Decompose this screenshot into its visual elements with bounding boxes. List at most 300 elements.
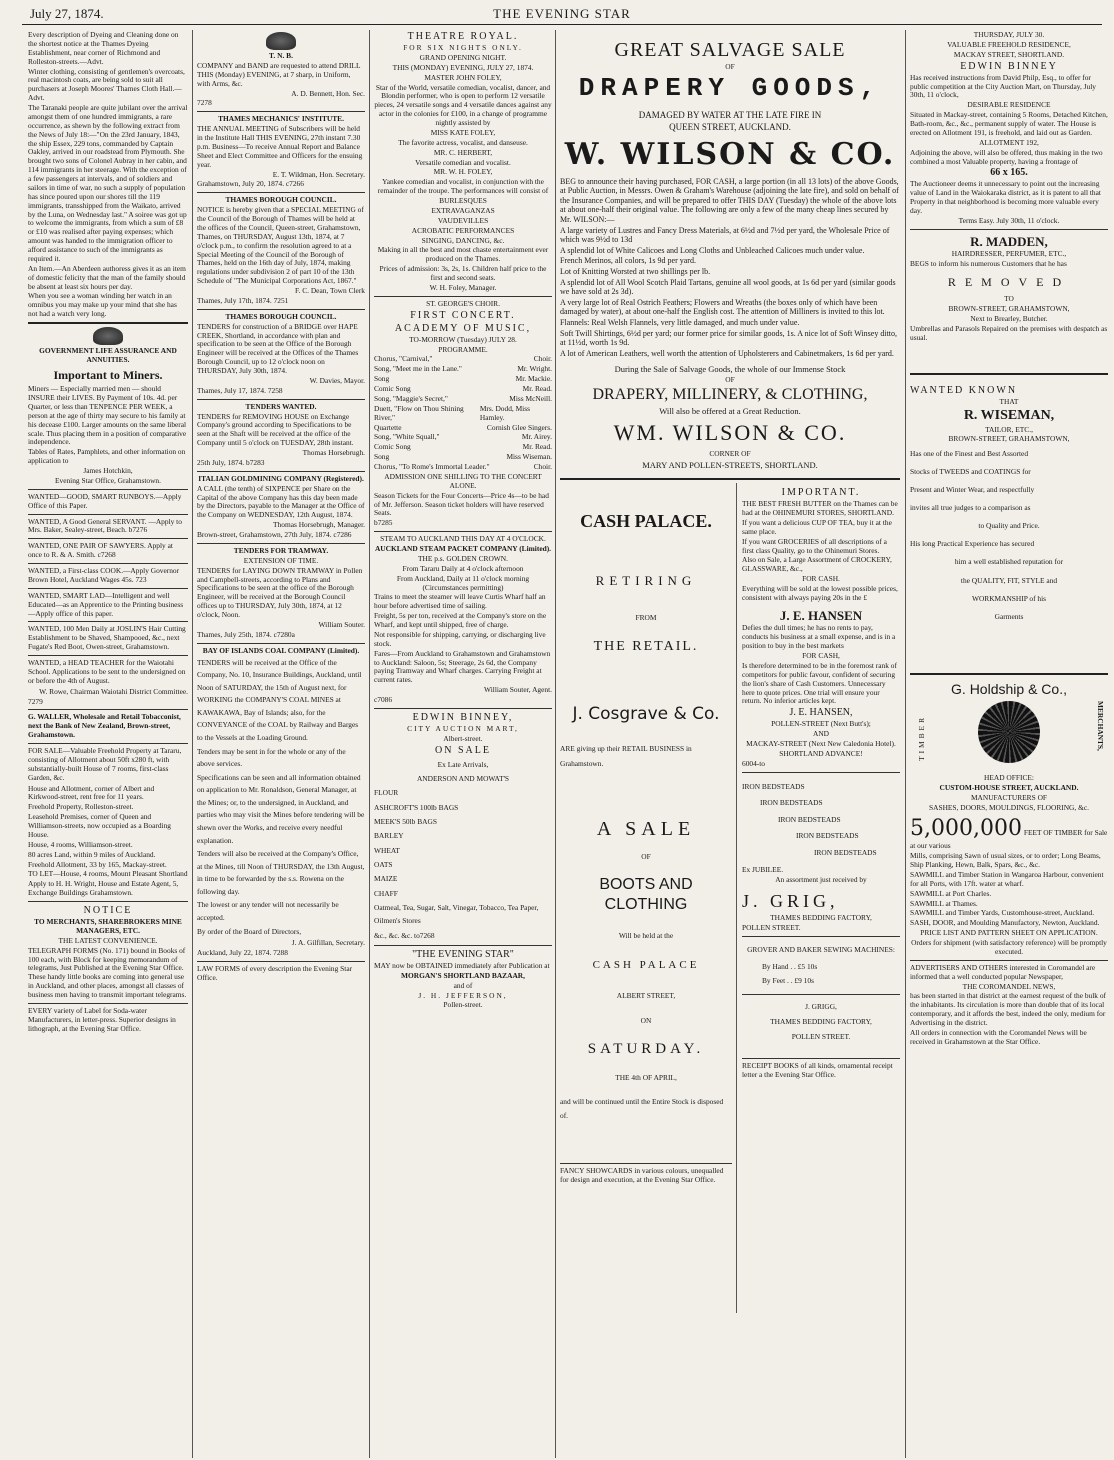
- ad-sub: THE 4th OF APRIL,: [615, 1072, 677, 1082]
- ad-paragraph: TENDERS will be received at the Office of the Company, No. 10, Insurance Buildings, Auckland, until Noon of SATURDAY, the 15th of August next, for WORKING the COMPANY'S COAL MINES at KAWAKAWA, Bay of Islands; also, for the CONVEYANCE of the COAL by Railway and Barges to the Vessels at the Loading Ground.: [197, 657, 362, 742]
- timber-feet-number: 5,000,000: [910, 815, 1022, 841]
- programme-performer: Mrs. Dodd, Miss Hamley.: [479, 403, 530, 422]
- ad-paragraph: Trains to meet the steamer will leave Curtis Wharf half an hour before advertised time of sailing.: [374, 592, 546, 611]
- firm-name: G. Holdship & Co.,: [951, 680, 1067, 697]
- ad-sub: CORNER OF: [709, 449, 751, 459]
- ad-sub: TO-MORROW (Tuesday) JULY 28.: [409, 334, 517, 344]
- firm-name: R. WISEMAN,: [963, 407, 1055, 423]
- list-item: &c., &c. &c. to7268: [374, 930, 435, 940]
- bill-line: The favorite actress, vocalist, and danseuse.: [398, 137, 528, 147]
- ad-sign: William Souter.: [318, 619, 365, 629]
- body-line: Present and Winter Wear, and respectfully: [910, 485, 1035, 495]
- ad-sub: Albert-street.: [443, 733, 483, 743]
- logo-block: [910, 701, 1108, 773]
- ad-sub: THE RETAIL.: [593, 639, 699, 655]
- ad-sub: ALBERT STREET,: [616, 990, 676, 1000]
- ad-sub: Will be held at the: [618, 930, 674, 940]
- ad-body: FANCY SHOWCARDS in various colours, unequalled for design and execution, at the Evening Star Office.: [560, 1165, 724, 1184]
- ad-heading: GOVERNMENT LIFE ASSURANCE AND ANNUITIES.: [39, 346, 177, 364]
- price-line: By Feet . . £9 10s: [762, 976, 814, 986]
- ad-sub: HAIRDRESSER, PERFUMER, ETC.,: [951, 249, 1067, 259]
- list-item: IRON BEDSTEADS: [742, 781, 805, 791]
- list-item: Lot of Knitting Worsted at two shillings per lb.: [560, 267, 711, 276]
- ad-sub: BROWN-STREET, GRAHAMSTOWN,: [948, 434, 1070, 444]
- ad-paragraph: Specifications can be seen and all information obtained on application to Mr. Ronaldson, General Manager, at the Mines; or, to the undersigned, in Auckland, and parties who may visit the Mines before tendering will be shewn over the Works, and receive every needful explanation.: [197, 772, 365, 845]
- ad-sign: Apply to H. H. Wright, House and Estate Agent, 5, Exchange Buildings Grahamstown.: [28, 879, 179, 898]
- ad-sign: W. Davies, Mayor.: [309, 375, 365, 385]
- bill-line: MISS KATE FOLEY,: [430, 127, 496, 137]
- ad-sub: ALLOTMENT 192,: [979, 137, 1039, 147]
- body-line: Garments: [994, 611, 1024, 621]
- ad-sign: E. T. Wildman, Hon. Secretary.: [272, 169, 365, 179]
- notice-title: NOTICE: [83, 905, 133, 917]
- column-rule: [192, 30, 193, 1458]
- column-rule: [369, 30, 370, 1458]
- ad-title: THAMES BOROUGH COUNCIL.: [225, 311, 337, 321]
- news-paragraph: Winter clothing, consisting of gentlemen's overcoats, real macintosh coats, are being sold to suit all purchasers at Joseph Moores' Thames Cloth Hall.—Advt.: [28, 66, 185, 103]
- ad-sub: POLLEN STREET.: [791, 1032, 851, 1042]
- body-line: His long Practical Experience has secured: [910, 539, 1035, 549]
- list-item: Freehold Property, Rolleston-street.: [28, 802, 134, 812]
- ad-date: Thames, July 17, 1874. 7258: [197, 385, 283, 395]
- ad-title: DRAPERY, MILLINERY, & CLOTHING,: [592, 386, 868, 404]
- ad-paragraph: Not responsible for shipping, carrying, or discharging live stock.: [374, 629, 546, 648]
- news-paragraph: The Taranaki people are quite jubilant over the arrival amongst them of one hundred immigrants, a rare occurrence, as shewn by the following extract from the News of July 18:—"On the 23rd January, 1843, the ship Essex, 229 tons, commanded by Captain Oakley, arrived in our roadstead from Plymouth. She brought two sons of Colonel Aubray in her cabin, and 114 immigrants in her steerage. With the exception of a few passengers at intervals, and of soldiers and sailors in time of war, no such a supply of population has since poured upon our shores till the 119 immigrants, transshipped from the Waikato, arrived by the Luna, on Wednesday last." A soiree was got up to welcome the immigrants, from which a sum of £8 or £10 was realised after paying expenses; which amount was handed to the immigration officer to afford assistance to such of the immigrants as required it.: [28, 103, 188, 263]
- programme-piece: Comic Song: [374, 384, 411, 393]
- ad-date: 25th July, 1874. b7283: [197, 457, 265, 467]
- important-ad: [742, 483, 900, 1313]
- ad-sub: POLLEN STREET.: [742, 922, 801, 932]
- list-item: House and Allotment, corner of Albert and Kirkwood-street, rent free for 11 years.: [28, 783, 155, 802]
- programme-performer: Choir.: [533, 462, 552, 471]
- ad-title: DRAPERY GOODS,: [578, 72, 882, 103]
- ad-sub: HEAD OFFICE:: [984, 773, 1034, 783]
- ad-sign: W. Rowe, Chairman Waiotahi District Committee.: [39, 686, 188, 696]
- ad-body: The Auctioneer deems it unnecessary to point out the increasing value of Land in the Waiokaraka district, as it is patent to all that Property in that neighborhood is becoming more valuable every day.: [910, 179, 1101, 215]
- ad-sub: During the Sale of Salvage Goods, the whole of our Immense Stock: [614, 364, 846, 375]
- ad-body: BEG to announce their having purchased, FOR CASH, a large portion (in all 13 lots) of the above Goods, at Public Auction, in Messrs. Owen & Graham's Warehouse (adjoining the late fire), and sold on behalf of the Insurance Companies, and will be prepared to offer THIS DAY (Tuesday) the whole of the above lots at about one-half their original value. The following are only a few of the many cheap lines secured by Mr. WILSON:—: [560, 176, 899, 225]
- ad-sub: Next to Brearley, Butcher.: [970, 314, 1048, 324]
- ad-title: STEAM TO AUCKLAND THIS DAY AT 4 O'CLOCK.: [380, 534, 546, 544]
- list-item: SAWMILL at Port Charles.: [910, 888, 992, 898]
- sawmill-list: [910, 871, 1108, 928]
- list-item: A lot of American Leathers, well worth the attention of Upholsterers and Cabinetmakers, 1s 6d per yard.: [560, 348, 894, 358]
- ad-title: WANTED KNOWN: [910, 384, 1018, 396]
- list-item: IRON BEDSTEADS: [760, 798, 823, 808]
- ad-sub: MORGAN'S SHORTLAND BAZAAR,: [401, 970, 525, 980]
- ad-body: Everything will be sold at the lowest possible prices, consistent with always paying 20s in the £: [742, 584, 898, 602]
- ad-sub: QUEEN STREET, AUCKLAND.: [669, 121, 791, 132]
- ad-title: Important to Miners.: [53, 367, 163, 382]
- item-list: [560, 226, 900, 359]
- ad-sub: TAILOR, ETC.,: [985, 424, 1033, 434]
- ad-sub: THAT: [999, 396, 1019, 406]
- ad-sub: Ex JUBILEE.: [742, 865, 784, 875]
- ad-body: ADVERTISERS AND OTHERS interested in Coromandel are informed that a well conducted popular Newspaper,: [910, 962, 1096, 981]
- ad-title: IMPORTANT.: [781, 487, 861, 499]
- programme-piece: Chorus, "Carnival,": [374, 354, 433, 364]
- programme-item: [374, 395, 552, 404]
- ad-number: 7278: [197, 98, 212, 108]
- ad-number: b7285: [374, 518, 393, 528]
- ad-sub: CASH PALACE: [592, 958, 700, 971]
- firm-name: EDWIN BINNEY: [960, 60, 1058, 72]
- ad-title: VALUABLE FREEHOLD RESIDENCE,: [947, 39, 1071, 49]
- programme-item: [374, 385, 552, 394]
- ad-sub: THE COROMANDEL NEWS,: [962, 981, 1056, 991]
- bill-line: Versatile comedian and vocalist.: [415, 157, 511, 167]
- ad-paragraph: Tenders may be sent in for the whole or any of the above services.: [197, 746, 346, 769]
- ad-sign: A. D. Bennett, Hon. Sec.: [291, 88, 365, 98]
- ad-body: Situated in Mackay-street, containing 5 Rooms, Detached Kitchen, Bath-room, &c., &c., permanent supply of water. The House is erected on Allotment 191, is freehold, and laid out as Garden.: [910, 110, 1108, 137]
- list-item: A very large lot of Real Ostrich Feathers; Flowers and Wreaths (the boxes only of which have been damaged by water), at about one-half the English cost. The attention of Milliners is invited to this lot.: [560, 297, 885, 317]
- ad-sub: BROWN-STREET, GRAHAMSTOWN,: [948, 304, 1070, 314]
- ad-sub: SASHES, DOORS, MOULDINGS, FLOORING, &c.: [929, 803, 1089, 813]
- column-rule: [555, 30, 556, 1458]
- programme-piece: Chorus, "To Rome's Immortal Leader.": [374, 462, 490, 471]
- ad-sub: OF: [725, 62, 735, 71]
- programme-item: [374, 375, 552, 384]
- ad-sub: FOR CASH,: [802, 651, 840, 661]
- ad-sign: Evening Star Office, Grahamstown.: [55, 475, 161, 485]
- list-item: Soft Twill Shirtings, 6½d per yard; our former price for similar goods, 1s. A nice lot of Soft Winsey ditto, at 11½d, worth 1s 9d.: [560, 328, 898, 348]
- list-item: SASH, DOOR, and Moulding Manufactory, Newton, Auckland.: [910, 918, 1100, 928]
- ad-sub: DESIRABLE RESIDENCE: [967, 100, 1051, 110]
- firm-name: J. Cosgrave & Co.: [572, 704, 720, 725]
- programme-performer: Mr. Read.: [522, 384, 552, 393]
- ad-paragraph: The lowest or any tender will not necessarily be accepted.: [197, 900, 339, 923]
- ad-body: THE BEST FRESH BUTTER on the Thames can be had at the OHINEMURI STORES, SHORTLAND.: [742, 499, 898, 518]
- ad-body: All orders in connection with the Coromandel News will be received in Grahamstown at the Star Office.: [910, 1027, 1087, 1046]
- programme-item: [374, 405, 552, 423]
- ad-sign: William Souter, Agent.: [484, 685, 552, 695]
- firm-name: R. MADDEN,: [970, 233, 1048, 249]
- classified-ad: WANTED, a First-class COOK.—Apply Governor Brown Hotel, Auckland Wages 45s. 723: [28, 566, 180, 584]
- lower-ads: [560, 483, 900, 1313]
- sale-list: [374, 758, 552, 942]
- ad-sub: FOR SIX NIGHTS ONLY.: [403, 43, 523, 52]
- list-item: BARLEY: [374, 831, 404, 841]
- ad-body: Adjoining the above, will also be offered, thus making in the two combined a most Valuable property, having a frontage of: [910, 147, 1103, 166]
- list-item: A large variety of Lustres and Fancy Dress Materials, at 6½d and 7½d per yard, the Wholesale Price of which was 9½d to 13d: [560, 225, 890, 245]
- ad-sub: OF: [641, 851, 651, 861]
- bedstead-list: [742, 779, 900, 861]
- firm-name: J. E. HANSEN: [779, 607, 863, 623]
- bill-line: EXTRAVAGANZAS: [431, 205, 495, 215]
- ad-sub: GRAND OPENING NIGHT.: [419, 52, 507, 62]
- programme-item: [374, 443, 552, 452]
- notice-to: TO MERCHANTS, SHAREBROKERS MINE MANAGERS, ETC.: [34, 917, 182, 935]
- ad-sub: Terms Easy. July 30th, 11 o'clock.: [958, 215, 1060, 225]
- ad-sub: TO: [1004, 294, 1014, 304]
- ad-title: AUCKLAND STEAM PACKET COMPANY (Limited).: [374, 544, 552, 553]
- programme-item: [374, 453, 552, 462]
- news-paragraph: Every description of Dyeing and Cleaning done on the shortest notice at the Thames Dyeing Establishment, near corner of Richmond and Rolleston-streets.—Advt.: [28, 30, 179, 66]
- ad-title: BOOTS AND CLOTHING: [599, 876, 693, 913]
- ad-title: EDWIN BINNEY,: [412, 711, 514, 723]
- ad-title: THAMES MECHANICS' INSTITUTE.: [218, 114, 344, 124]
- ad-body: and will be continued until the Entire Stock is disposed of.: [560, 1096, 724, 1120]
- bill-line: Yankee comedian and vocalist, in conjunction with the remainder of the troupe. The performances will consist of: [377, 177, 549, 196]
- bill-line: MR. C. HERBERT,: [433, 147, 493, 157]
- ad-body: Is therefore determined to be in the foremost rank of competitors for public favour, confident of securing the lion's share of Cash Customers. Unnecessary here to quote prices. One trial will ensure your return. No inferior articles kept.: [742, 660, 897, 706]
- body-line: to Quality and Price.: [978, 521, 1040, 531]
- ad-body: If you want a delicious CUP OF TEA, buy it at the same place.: [742, 517, 892, 536]
- ad-sub: Pollen-street.: [443, 1000, 483, 1010]
- programme-piece: Quartette: [374, 422, 402, 432]
- programme-piece: Song: [374, 452, 390, 462]
- ad-sub: OF: [725, 374, 735, 384]
- ad-title: GROVER AND BAKER SEWING MACHINES:: [747, 944, 895, 954]
- list-item: Ex Late Arrivals,: [437, 759, 489, 769]
- ad-title: A SALE: [596, 817, 696, 840]
- list-item: 80 acres Land, within 9 miles of Auckland.: [28, 849, 156, 859]
- list-item: House, 4 rooms, Williamson-street.: [28, 839, 133, 849]
- ad-body: Umbrellas and Parasols Repaired on the premises with despatch as usual.: [910, 324, 1108, 342]
- ad-sub: 66 x 165.: [990, 167, 1028, 179]
- ad-sub: CUSTOM-HOUSE STREET, AUCKLAND.: [939, 783, 1079, 793]
- body-line: WORKMANSHIP of his: [971, 593, 1047, 603]
- list-item: FLOUR: [374, 788, 399, 798]
- list-item: OATS: [374, 859, 393, 869]
- saw-blade-icon: [978, 701, 1040, 763]
- property-list: [28, 785, 188, 880]
- ad-sub: EXTENSION OF TIME.: [243, 555, 319, 565]
- firm-name: J. GRIG,: [742, 891, 839, 912]
- programme-performer: Mr. Airey.: [521, 432, 552, 442]
- programme-piece: Song, "Maggie's Secret,": [374, 393, 448, 403]
- ad-title: GREAT SALVAGE SALE: [614, 39, 846, 61]
- programme-performer: Mr. Mackie.: [515, 374, 552, 384]
- ad-paragraph: Tenders will also be received at the Company's Office, at the Mines, till Noon of THURSDAY, the 13th August, in time to be forwarded by the s.s. Rowena on the following day.: [197, 849, 365, 896]
- bill-line: ACROBATIC PERFORMANCES: [411, 225, 515, 235]
- ad-sub: FROM: [635, 613, 657, 623]
- body-line: invites all true judges to a comparison as: [910, 503, 1031, 513]
- ad-sign: Thomas Horsebrugh.: [302, 448, 365, 457]
- bill-line: SINGING, DANCING, &c.: [421, 235, 505, 245]
- list-item: A splendid lot of All Wool Scotch Plaid Tartans, genuine all wool goods, at 1s 6d per yard (similar goods we have sold at 2s 3d).: [560, 277, 896, 297]
- ad-sub: and of: [453, 980, 473, 990]
- column-5: [910, 30, 1108, 1458]
- ad-body: Has received instructions from David Philp, Esq., to offer for public competition at the City Auction Mart, on Thursday, July 30th, 11 o'clock,: [910, 72, 1096, 100]
- ad-sub: DAMAGED BY WATER AT THE LATE FIRE IN: [638, 110, 822, 121]
- bill-line: Star of the World, versatile comedian, vocalist, dancer, and Blondin performer, who is open to perform 12 versatile pieces, 24 versatile songs and 4 versatile dances against any actor in the colonies for £100, in a change of programme nightly assisted by: [374, 82, 552, 127]
- classified-ad: WANTED—GOOD, SMART RUNBOYS.—Apply Office of this Paper.: [28, 491, 182, 510]
- ad-body: BEGS to inform his numerous Customers that he has: [910, 259, 1067, 269]
- classified-ad: WANTED, ONE PAIR OF SAWYERS. Apply at once to R. & A. Smith. c7268: [28, 541, 173, 560]
- crest-icon: [266, 32, 296, 50]
- list-item: Oatmeal, Tea, Sugar, Salt, Vinegar, Tobacco, Tea Paper, Oilmen's Stores: [374, 902, 539, 926]
- ad-title: TENDERS WANTED.: [245, 401, 317, 411]
- ad-title: ST. GEORGE'S CHOIR.: [426, 298, 500, 308]
- ad-body: TENDERS for construction of a BRIDGE over HAPE CREEK, Shortland, in accordance with plan and specification to be seen at the Office of the Borough Engineer will be received at the Offices of the Thames Borough Council, up to 12 o'clock noon on THURSDAY, July 30th, 1874.: [197, 321, 359, 375]
- ad-paragraph: Fares—From Auckland to Grahamstown and Grahamstown to Auckland: Saloon, 5s; Steerage, 2s 6d, the Company paying Tramway and Wharf charges. Carrying Freight at current rates.: [374, 648, 551, 685]
- programme-performer: Mr. Read.: [522, 442, 552, 452]
- list-item: IRON BEDSTEADS: [778, 814, 841, 824]
- ad-body: If you want GROCERIES of all descriptions of a first class Quality, go to the Ohinemuri Stores.: [742, 536, 887, 555]
- ad-title: T. N. B.: [269, 51, 293, 60]
- ad-sub: MANUFACTURERS OF: [970, 793, 1048, 803]
- ad-body: [910, 445, 1108, 624]
- list-item: IRON BEDSTEADS: [796, 831, 859, 841]
- ad-date: Thames, July 17th, 1874. 7251: [197, 295, 289, 305]
- classified-ad: WANTED, SMART LAD—Intelligent and well Educated—as an Apprentice to the Printing business—Apply office of this paper.: [28, 590, 184, 618]
- ad-body: THE ANNUAL MEETING of Subscribers will be held in the Institute Hall THIS EVENING, 27th instant 7.30 p.m. Business—To receive Annual Report and Balance Sheet and Elect Committee and Officers for the ensuing year.: [197, 124, 363, 169]
- list-item: ANDERSON AND MOWAT'S: [416, 773, 510, 783]
- list-item: SAWMILL and Timber Yards, Customhouse-street, Auckland.: [910, 908, 1095, 918]
- ad-title: BAY OF ISLANDS COAL COMPANY (Limited).: [202, 645, 360, 655]
- ad-sub: ON: [640, 1015, 652, 1025]
- ad-sign: J. A. Gilfillan, Secretary.: [291, 938, 365, 948]
- ad-body: NOTICE is hereby given that a SPECIAL MEETING of the Council of the Borough of Thames will be held at the offices of the Council, Queen-street, Grahamstown, Thames, on THURSDAY, August 13th, 1874, at 7 o'clock p.m., to confirm the resolution agreed to at a Special Meeting of the Council of the Borough of Thames, held on the 16th day of July, 1874, making regulations under subdivision 2 of part 10 of the 13th Schedule of "The Municipal Corporations Act, 1867.": [197, 205, 364, 286]
- column-rule: [905, 30, 906, 1458]
- firm-name: J. GRIGG,: [805, 1002, 837, 1012]
- ad-paragraph: Freight, 5s per ton, received at the Company's store on the Wharf, and kept until shipped, free of charge.: [374, 611, 547, 629]
- programme-list: [374, 355, 552, 472]
- theatre-bill: [374, 74, 552, 293]
- ad-date: Auckland, July 22, 1874. 7288: [197, 948, 288, 958]
- ad-sub: PROGRAMME.: [438, 344, 488, 354]
- masthead: [22, 6, 1102, 25]
- ad-sign: James Hotchkin,: [83, 466, 133, 476]
- programme-performer: Choir.: [533, 354, 552, 364]
- ad-body: Season Tickets for the Four Concerts—Price 4s—to be had of Mr. Jefferson. Season ticket holders will have reserved Seats.: [374, 490, 549, 518]
- ad-sub: RETIRING: [595, 572, 697, 588]
- ad-body: RECEIPT BOOKS of all kinds, ornamental receipt letter a the Evening Star Office.: [742, 1060, 893, 1079]
- ad-sub: ADMISSION ONE SHILLING TO THE CONCERT ALONE.: [384, 471, 542, 490]
- ad-sub: SHORTLAND ADVANCE!: [779, 748, 863, 758]
- ad-body: Tables of Rates, Pamphlets, and other information on application to: [28, 447, 186, 466]
- cash-palace-ad: [560, 483, 732, 1313]
- ad-sub: POLLEN-STREET (Next Butt's);: [771, 719, 871, 729]
- list-item: Leasehold Premises, corner of Queen and Williamson-streets, now occupied as a Boarding House.: [28, 812, 171, 839]
- ad-title: THAMES BOROUGH COUNCIL.: [225, 195, 337, 205]
- ad-title: TENDERS FOR TRAMWAY.: [233, 545, 329, 555]
- list-item: SAWMILL at Thames.: [910, 898, 978, 908]
- programme-item: [374, 463, 552, 472]
- ad-title: REMOVED: [947, 275, 1071, 290]
- ad-sub: MACKAY STREET, SHORTLAND.: [953, 49, 1065, 59]
- column-1: [28, 30, 188, 1458]
- ad-sign: Thomas Horsebrugh, Manager.: [273, 520, 365, 530]
- ad-sub: THAMES BEDDING FACTORY,: [770, 1017, 872, 1027]
- vertical-label: MERCHANTS,: [1096, 701, 1105, 752]
- programme-performer: Cornish Glee Singers.: [486, 422, 552, 432]
- ad-sub: ACADEMY OF MUSIC,: [394, 322, 532, 334]
- programme-performer: Miss McNeill.: [509, 393, 552, 403]
- list-item: CHAFF: [374, 888, 398, 898]
- programme-performer: Miss Wiseman.: [506, 452, 552, 462]
- notice-sub: THE LATEST CONVENIENCE.: [58, 935, 158, 945]
- ad-body: Orders for shipment (with satisfactory reference) will be promptly executed.: [911, 938, 1107, 956]
- vertical-label: TIMBER: [917, 715, 926, 762]
- ad-body: Miners — Especially married men — should INSURE their LIVES. By Payment of 10s. 4d. per Quarter, or less than TENPENCE PER WEEK, a person at the age of thirty may secure to his family at his decease £100. Larger amounts on the same liberal scale. Thus placing them in a position of comparative independence.: [28, 384, 187, 447]
- crest-icon: [93, 327, 123, 345]
- news-paragraph: An Item.—An Aberdeen authoress gives it as an item of domestic felicity that the man of the family should be absent at least six hours per day.: [28, 263, 186, 291]
- news-paragraph: When you see a woman winding her watch in an omnibus you may make up your mind that she has not had a watch very long.: [28, 291, 177, 319]
- bill-line: MR. W. H. FOLEY,: [433, 167, 493, 177]
- ad-title: "THE EVENING STAR": [412, 948, 514, 960]
- list-item: Flannels: Real Welsh Flannels, very little damaged, and much under value.: [560, 317, 800, 327]
- firm-name: W. WILSON & CO.: [564, 136, 896, 172]
- programme-piece: Song, "Meet me in the Lane.": [374, 364, 462, 374]
- ad-number: 7279: [28, 696, 43, 706]
- price-line: By Hand . . £5 10s: [762, 961, 818, 971]
- list-item: A splendid lot of White Calicoes and Long Cloths and Unbleached Calicoes much under value.: [560, 245, 865, 255]
- bill-line: Prices of admission: 3s, 2s, 1s. Children half price to the first and second seats.: [379, 264, 547, 282]
- column-2: [197, 30, 365, 1458]
- list-item: MEEK'S 50lb BAGS: [374, 816, 437, 826]
- list-item: SAWMILL and Timber Station in Wangaroa Harbour, convenient for all Ports, with 17ft. water at wharf.: [910, 869, 1104, 888]
- ad-sub: THURSDAY, JULY 30.: [973, 30, 1045, 39]
- bill-line: W. H. Foley, Manager.: [429, 282, 497, 292]
- ad-sub: J. H. JEFFERSON,: [418, 990, 508, 1000]
- classified-ad: WANTED, 100 Men Daily at JOSLIN'S Hair Cutting Establishment to be Shaved, Shampooed, &c., next Fugate's Red Boot, Owen-street, Grahamstown.: [28, 624, 186, 652]
- bill-line: VAUDEVILLES: [437, 215, 489, 225]
- ad-title: SATURDAY.: [587, 1040, 705, 1057]
- ad-body: has been started in that district at the earnest request of the bulk of the inhabitants. Its circulation is more than double that of its local contemporary, and it affords the best, indeed the only, medium for Advertising in the district.: [910, 991, 1106, 1028]
- body-line: Stocks of TWEEDS and COATINGS for: [910, 467, 1031, 477]
- ad-number: c7086: [374, 695, 393, 704]
- ad-body: Defies the dull times; he has no rents to pay, conducts his business at a small expense, and is in a position to buy in the best markets: [742, 623, 896, 651]
- ad-paragraph: By order of the Board of Directors,: [197, 926, 302, 936]
- list-item: French Merinos, all colors, 1s 9d per yard.: [560, 256, 696, 266]
- list-item: WHEAT: [374, 845, 400, 855]
- bill-line: MASTER JOHN FOLEY,: [424, 72, 502, 82]
- firm-name: WM. WILSON & CO.: [613, 419, 847, 445]
- programme-item: [374, 424, 552, 433]
- list-item: MAIZE: [374, 874, 398, 884]
- ad-body: Also on Sale, a Large Assortment of CROCKERY, GLASSWARE, &c.,: [742, 555, 892, 574]
- classified-ad: WANTED, a HEAD TEACHER for the Waiotahi School. Applications to be sent to the undersigned on or before the 4th of August.: [28, 658, 186, 685]
- programme-piece: Duett, "Flow on Thou Shining River,": [374, 403, 464, 422]
- list-item: Freehold Allotment, 33 by 165, Mackay-street.: [28, 859, 167, 869]
- ad-sub: FOR CASH.: [802, 574, 840, 584]
- ad-body: An assortment just received by: [775, 875, 867, 885]
- column-4: [560, 30, 900, 1458]
- ad-sub: THAMES BEDDING FACTORY,: [770, 912, 872, 922]
- ad-title: ITALIAN GOLDMINING COMPANY (Registered).: [198, 473, 364, 483]
- ad-body: ARE giving up their RETAIL BUSINESS in Grahamstown.: [560, 744, 692, 768]
- programme-item: [374, 355, 552, 364]
- list-item: IRON BEDSTEADS: [814, 847, 877, 857]
- firm-name: J. E. HANSEN,: [789, 707, 853, 719]
- law-forms-ad: LAW FORMS of every description the Evening Star Office.: [197, 963, 353, 982]
- programme-piece: Song: [374, 374, 390, 384]
- ad-sign: F. C. Dean, Town Clerk: [295, 286, 365, 295]
- ship-name: THE p.s. GOLDEN CROWN.: [418, 553, 508, 563]
- ad-sub: MARY AND POLLEN-STREETS, SHORTLAND.: [642, 460, 818, 471]
- ad-sub: FIRST CONCERT.: [410, 309, 516, 321]
- ad-sub: Will also be offered at a Great Reduction.: [659, 405, 801, 416]
- classified-ad: FOR SALE—Valuable Freehold Property at Tararu, consisting of Allotment about 50ft x280 ft, with substantially-built House of 7 rooms, first-class Garden, &c.: [28, 746, 182, 782]
- bill-line: Making in all the best and most chaste entertainment ever produced on the Thames.: [377, 245, 549, 264]
- ad-body: TENDERS for LAYING DOWN TRAMWAY in Pollen and Campbell-streets, according to Plans and Specifications to be seen at the office of the Borough Engineer, will be received at the Borough Council offices up to THURSDAY, July 30th, 1874, at 12 o'clock, Noon.: [197, 565, 363, 619]
- body-line: the QUALITY, FIT, STYLE and: [960, 575, 1058, 585]
- ad-sub: CITY AUCTION MART,: [407, 723, 519, 733]
- ad-paragraph: From Tararu Daily at 4 o'clock afternoon: [402, 563, 524, 573]
- ad-body: A CALL (the tenth) of SIXPENCE per Share on the Capital of the above Company has this day been made by the Directors, payable to the Manager at the Office of the Company on WEDNESDAY, 12th August, 1874.: [197, 483, 365, 520]
- ad-sub: PRICE LIST AND PATTERN SHEET ON APPLICATION.: [920, 928, 1098, 938]
- ad-body: COMPANY and BAND are requested to attend DRILL THIS (Monday) EVENING, at 7 sharp, in Uniform, with Arms, &c.: [197, 60, 361, 88]
- column-3: [374, 30, 552, 1458]
- ad-sub: FEET OF TIMBER for Sale at our various: [910, 827, 1108, 851]
- ad-body: [374, 565, 552, 685]
- ad-date: Thames, July 25th, 1874. c7280a: [197, 629, 295, 639]
- programme-item: [374, 433, 552, 442]
- ad-date: Brown-street, Grahamstown, 27th July, 1874. c7286: [197, 530, 352, 539]
- ad-sub: THIS (MONDAY) EVENING, JULY 27, 1874.: [392, 62, 534, 72]
